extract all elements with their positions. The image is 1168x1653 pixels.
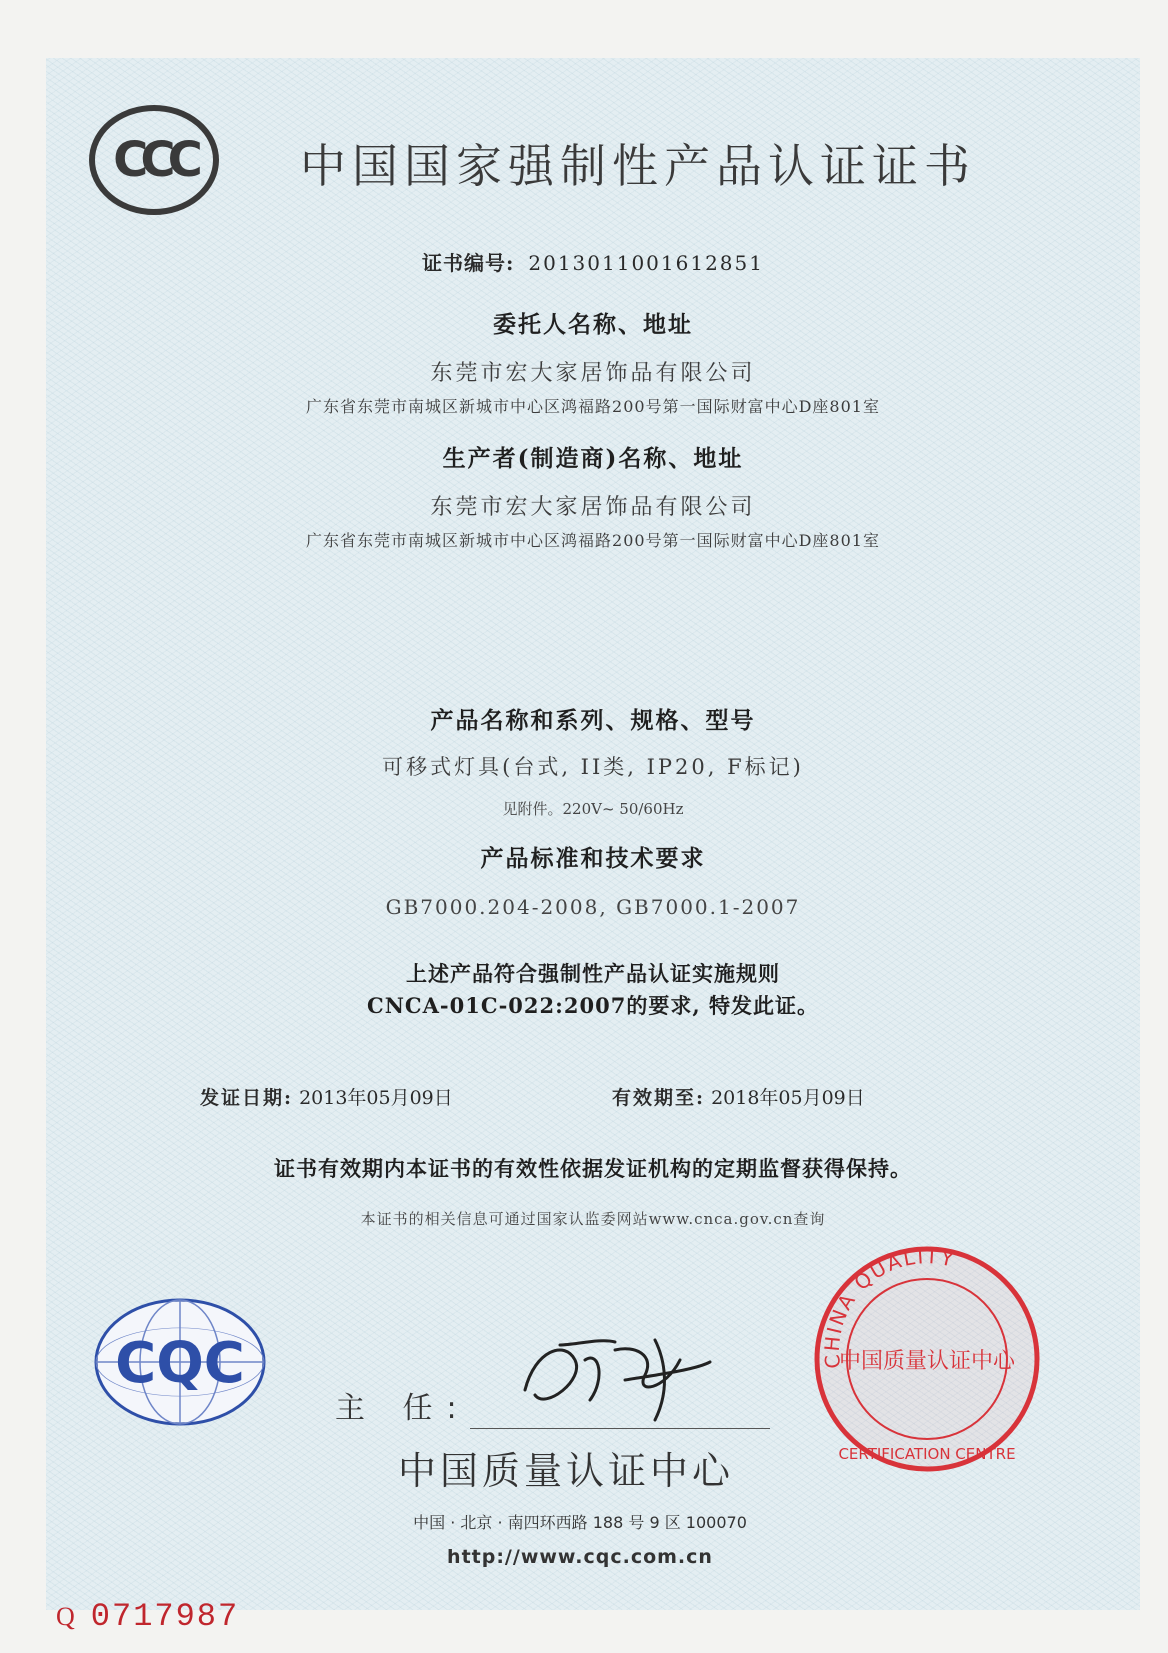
serial-number bbox=[56, 1598, 239, 1635]
manufacturer-heading: 生产者(制造商)名称、地址 bbox=[442, 445, 744, 472]
applicant-heading: 委托人名称、地址 bbox=[493, 311, 693, 338]
official-seal bbox=[812, 1244, 1042, 1474]
conformity-line-2: CNCA-01C-022:2007的要求, 特发此证。 bbox=[367, 993, 819, 1018]
cqc-logo bbox=[92, 1296, 268, 1428]
product-name: 可移式灯具(台式, II类, IP20, F标记) bbox=[382, 755, 804, 779]
certificate-number-line bbox=[46, 247, 1140, 276]
standards-heading: 产品标准和技术要求 bbox=[480, 845, 706, 872]
manufacturer-address: 广东省东莞市南城区新城市中心区鸿福路200号第一国际财富中心D座801室 bbox=[306, 531, 880, 550]
director-signature bbox=[505, 1320, 725, 1430]
manufacturer-name: 东莞市宏大家居饰品有限公司 bbox=[430, 495, 756, 520]
applicant-name: 东莞市宏大家居饰品有限公司 bbox=[430, 361, 756, 386]
certificate-number-label: 证书编号: bbox=[422, 251, 515, 275]
product-heading: 产品名称和系列、规格、型号 bbox=[430, 707, 756, 734]
ccc-mark-text: CCC bbox=[113, 132, 195, 188]
expiry-date-line bbox=[612, 1083, 865, 1110]
issue-date: 2013年05月09日 bbox=[299, 1087, 453, 1109]
query-note: 本证书的相关信息可通过国家认监委网站www.cnca.gov.cn查询 bbox=[360, 1210, 826, 1228]
issuer-url: http://www.cqc.com.cn bbox=[447, 1546, 713, 1568]
issuer-name: 中国质量认证中心 bbox=[398, 1449, 735, 1493]
applicant-address: 广东省东莞市南城区新城市中心区鸿福路200号第一国际财富中心D座801室 bbox=[306, 397, 880, 416]
seal-outer-left-text: CHINA QUALITY bbox=[819, 1244, 958, 1370]
validity-statement: 证书有效期内本证书的有效性依据发证机构的定期监督获得保持。 bbox=[274, 1156, 912, 1181]
conformity-statement bbox=[46, 958, 1140, 1022]
serial-value: 0717987 bbox=[90, 1598, 240, 1635]
serial-prefix: Q bbox=[56, 1602, 77, 1631]
conformity-line-1: 上述产品符合强制性产品认证实施规则 bbox=[406, 961, 780, 986]
signature-line bbox=[470, 1428, 770, 1429]
certificate-number: 2013011001612851 bbox=[528, 251, 764, 275]
issuer-address: 中国 · 北京 · 南四环西路 188 号 9 区 100070 bbox=[413, 1513, 747, 1532]
issue-date-line bbox=[200, 1083, 453, 1110]
product-note: 见附件。220V~ 50/60Hz bbox=[502, 800, 684, 818]
seal-outer-right-text: CERTIFICATION CENTRE bbox=[838, 1445, 1016, 1463]
expiry-date: 2018年05月09日 bbox=[711, 1087, 865, 1109]
standards-value: GB7000.204-2008, GB7000.1-2007 bbox=[385, 895, 801, 919]
cqc-mark-text: CQC bbox=[115, 1331, 245, 1396]
seal-inner-text: 中国质量认证中心 bbox=[838, 1349, 1016, 1374]
ccc-logo bbox=[88, 104, 220, 216]
expiry-date-label: 有效期至: bbox=[612, 1087, 706, 1109]
issue-date-label: 发证日期: bbox=[200, 1087, 294, 1109]
director-label: 主 任: bbox=[335, 1391, 471, 1426]
certificate-title: 中国国家强制性产品认证证书 bbox=[300, 139, 976, 193]
